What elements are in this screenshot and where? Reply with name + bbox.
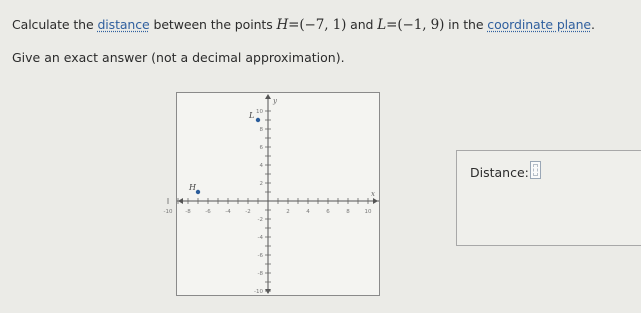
x-axis-arrow-right xyxy=(373,198,378,204)
y-axis-label: y xyxy=(273,97,277,105)
y-tick-label: 4 xyxy=(259,163,263,169)
x-tick-label: -2 xyxy=(245,209,251,215)
y-tick-label: -4 xyxy=(257,235,263,241)
distance-label: Distance: xyxy=(470,165,529,180)
x-tick-label: 2 xyxy=(286,209,290,215)
y-axis-arrow-down xyxy=(265,289,271,294)
x-axis-arrow-left xyxy=(178,198,183,204)
distance-input[interactable] xyxy=(530,161,541,179)
x-axis-label: x xyxy=(371,190,375,198)
point-h-coords: =(−7, 1) xyxy=(288,17,347,33)
x-tick-label: 8 xyxy=(346,209,350,215)
point-l-marker xyxy=(256,118,260,122)
x-tick-label: -4 xyxy=(225,209,231,215)
y-tick-label: 10 xyxy=(256,109,263,115)
coordinate-plane-link[interactable]: coordinate plane xyxy=(487,17,592,32)
question-part1: Calculate the xyxy=(12,17,98,32)
y-tick-label: 2 xyxy=(259,181,263,187)
x-tick-label: 4 xyxy=(306,209,310,215)
y-tick-label: 8 xyxy=(259,127,263,133)
x-tick-label: 6 xyxy=(326,209,330,215)
point-l-coords: =(−1, 9) xyxy=(386,17,445,33)
distance-link[interactable]: distance xyxy=(97,17,150,32)
point-l-label: L xyxy=(249,111,255,120)
point-h-expression xyxy=(276,17,346,33)
question-part3: and xyxy=(346,17,378,32)
coordinate-plane-graph xyxy=(163,92,380,296)
x-tick-label: -6 xyxy=(205,209,211,215)
instruction-text: Give an exact answer (not a decimal approximation). xyxy=(12,50,345,65)
point-h-marker xyxy=(196,190,200,194)
y-axis-arrow-up xyxy=(265,94,271,99)
y-tick-label: -6 xyxy=(257,253,263,259)
point-l-name: L xyxy=(377,17,387,33)
x-tick-label: -8 xyxy=(185,209,191,215)
y-tick-label: -10 xyxy=(254,289,263,295)
y-tick-label: -2 xyxy=(257,217,263,223)
question-part5: . xyxy=(591,17,595,32)
point-h-name: H xyxy=(276,17,289,33)
question-part2: between the points xyxy=(149,17,277,32)
y-tick-label: 6 xyxy=(259,145,263,151)
coordinate-plane-svg xyxy=(163,93,379,295)
point-h-label: H xyxy=(189,183,196,192)
x-tick-label: 10 xyxy=(364,209,372,215)
y-tick-label: -8 xyxy=(257,271,263,277)
answer-panel xyxy=(456,150,641,246)
question-part4: in the xyxy=(444,17,488,32)
point-l-expression xyxy=(377,17,444,33)
question-text xyxy=(12,17,595,33)
x-tick-label: -10 xyxy=(163,209,173,215)
